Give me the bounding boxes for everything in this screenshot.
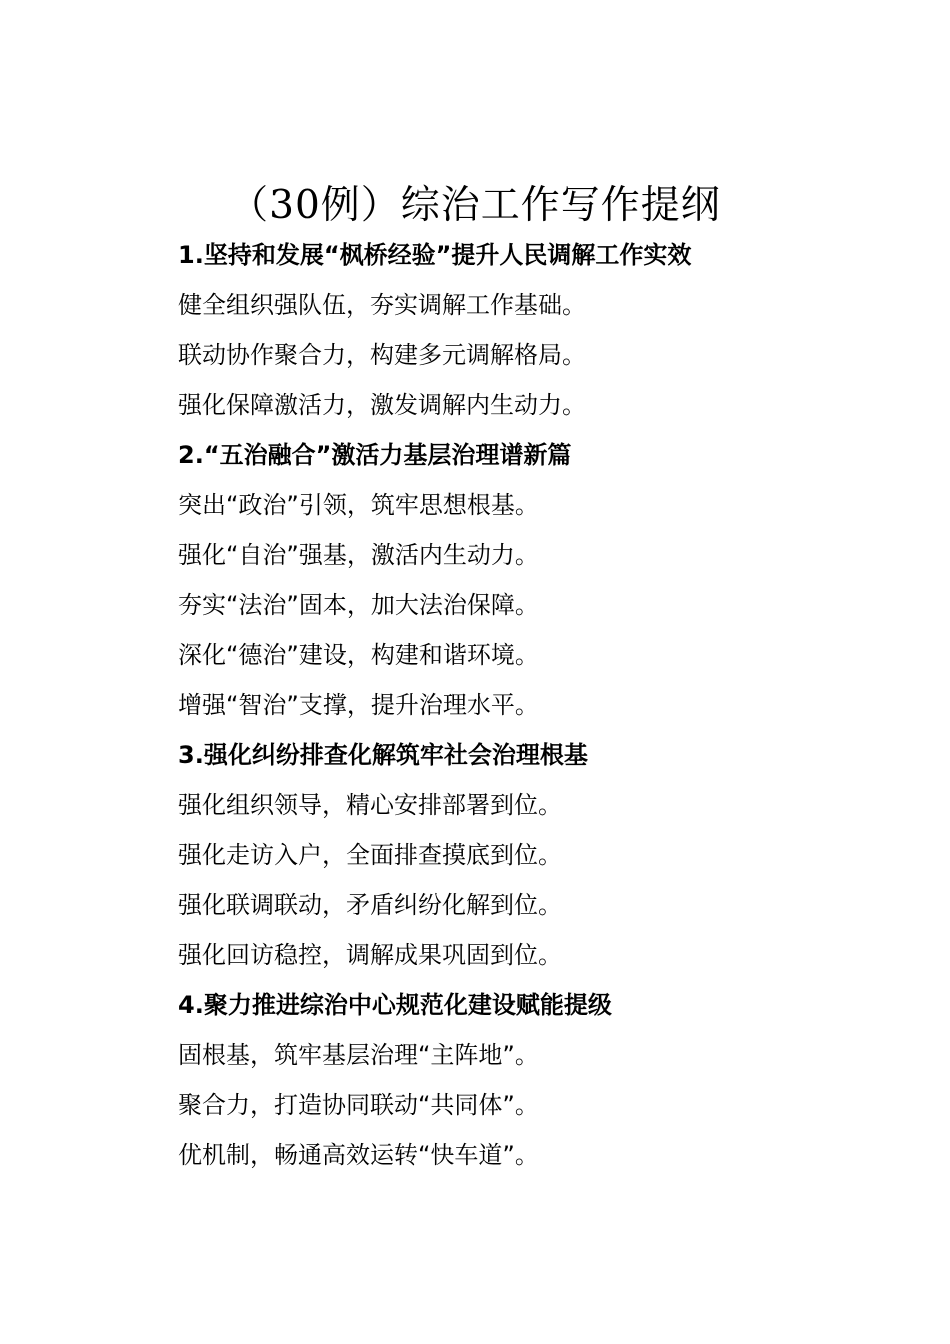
section-item: 联动协作聚合力，构建多元调解格局。 [178,341,586,369]
section-item: 深化“德治”建设，构建和谐环境。 [178,641,539,669]
section-heading: 3.强化纠纷排查化解筑牢社会治理根基 [178,741,588,769]
section-heading: 2.“五治融合”激活力基层治理谱新篇 [178,441,572,469]
document-title: （30例）综治工作写作提纲 [229,183,721,228]
section-heading: 1.坚持和发展“枫桥经验”提升人民调解工作实效 [178,241,692,269]
section-1 [178,230,918,430]
section-4 [178,980,918,1180]
section-heading: 4.聚力推进综治中心规范化建设赋能提级 [178,991,612,1019]
section-item: 优机制，畅通高效运转“快车道”。 [178,1141,539,1169]
section-item: 强化保障激活力，激发调解内生动力。 [178,391,586,419]
section-item: 强化回访稳控，调解成果巩固到位。 [178,941,562,969]
section-item: 固根基，筑牢基层治理“主阵地”。 [178,1041,539,1069]
section-item: 夯实“法治”固本，加大法治保障。 [178,591,539,619]
section-item: 聚合力，打造协同联动“共同体”。 [178,1091,539,1119]
section-item: 强化走访入户，全面排查摸底到位。 [178,841,562,869]
document-body [178,230,918,1180]
section-2 [178,430,918,730]
section-item: 突出“政治”引领，筑牢思想根基。 [178,491,539,519]
section-item: 强化“自治”强基，激活内生动力。 [178,541,539,569]
section-item: 健全组织强队伍，夯实调解工作基础。 [178,291,586,319]
section-item: 强化组织领导，精心安排部署到位。 [178,791,562,819]
section-item: 强化联调联动，矛盾纠纷化解到位。 [178,891,562,919]
section-3 [178,730,918,980]
section-item: 增强“智治”支撑，提升治理水平。 [178,691,539,719]
